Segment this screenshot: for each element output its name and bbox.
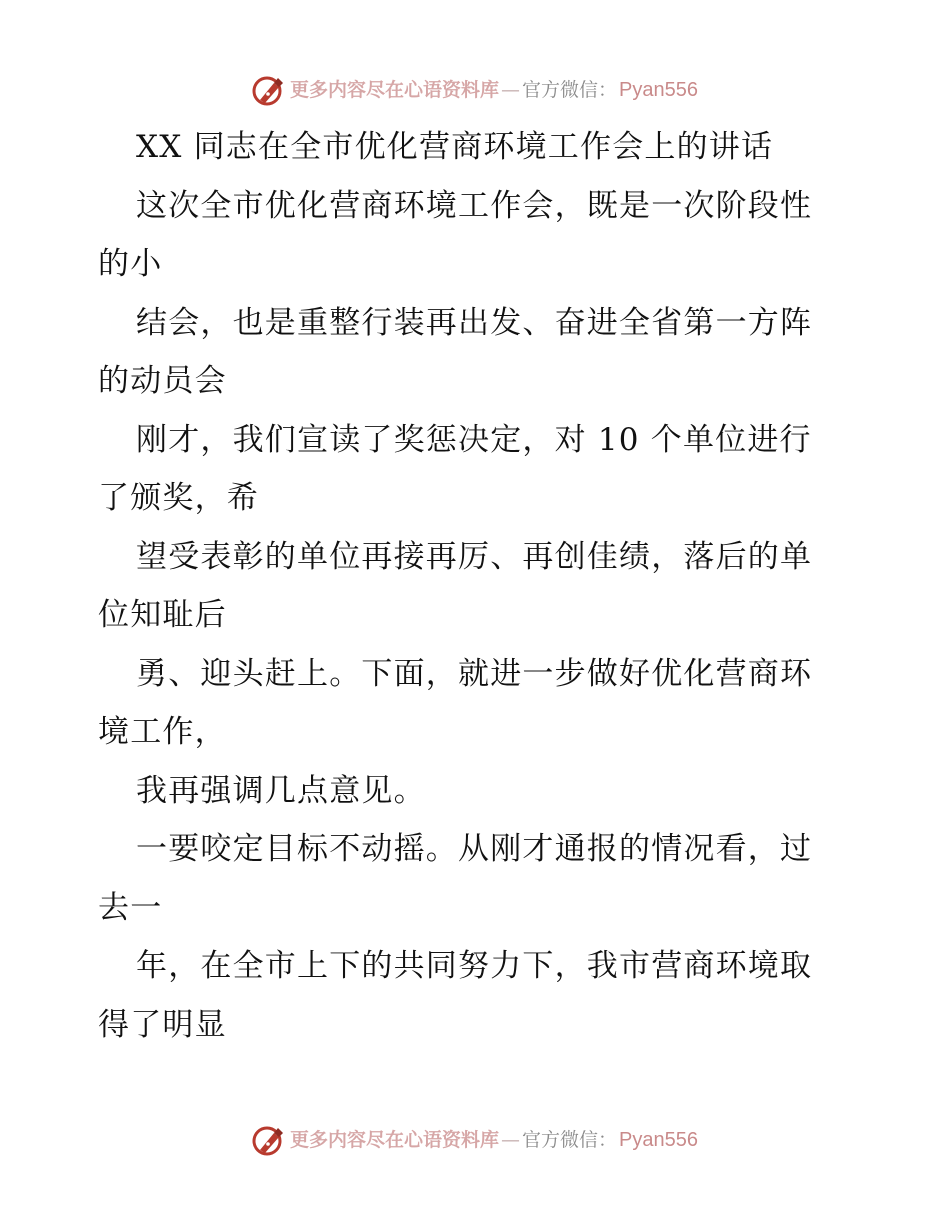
- watermark-text: [290, 1130, 698, 1150]
- text-line: 年，在全市上下的共同努力下，我市营商环境取: [136, 948, 813, 984]
- text-line: 位知耻后: [98, 597, 227, 633]
- footer-watermark: [0, 1120, 950, 1160]
- document-title: XX 同志在全市优化营商环境工作会上的讲话: [136, 129, 774, 165]
- watermark-main-text: 更多内容尽在心语资料库: [290, 1128, 500, 1151]
- watermark-wechat-id: Pyan556: [619, 1129, 698, 1151]
- document-body: [98, 118, 858, 1054]
- text-line: 刚才，我们宣读了奖惩决定，对 10 个单位进行: [136, 421, 812, 458]
- text-line: 境工作，: [98, 714, 227, 750]
- watermark-wechat-label: 官方微信：: [522, 1128, 618, 1151]
- text-line: 勇、迎头赶上。下面，就进一步做好优化营商环: [136, 655, 813, 692]
- text-line: 了颁奖，希: [98, 480, 259, 516]
- pen-nib-logo-icon: [252, 73, 286, 107]
- text-line: 这次全市优化营商环境工作会，既是一次阶段性: [136, 187, 813, 224]
- watermark-text: [290, 80, 698, 100]
- watermark-dash: —: [501, 1128, 521, 1151]
- watermark-wechat-label: 官方微信：: [522, 78, 618, 101]
- header-watermark: [0, 70, 950, 110]
- text-line: 一要咬定目标不动摇。从刚才通报的情况看，过: [136, 831, 813, 867]
- text-line: 去一: [98, 889, 163, 926]
- text-line: 望受表彰的单位再接再厉、再创佳绩，落后的单: [136, 538, 813, 575]
- text-line: 结会，也是重整行装再出发、奋进全省第一方阵: [136, 304, 813, 341]
- text-line: 我再强调几点意见。: [136, 772, 426, 809]
- pen-nib-logo-icon: [252, 1123, 286, 1157]
- text-line: 得了明显: [98, 1006, 227, 1043]
- text-line: 的小: [98, 246, 163, 282]
- watermark-wechat-id: Pyan556: [619, 79, 698, 101]
- watermark-dash: —: [501, 78, 521, 101]
- watermark-main-text: 更多内容尽在心语资料库: [290, 78, 500, 101]
- text-line: 的动员会: [98, 363, 227, 399]
